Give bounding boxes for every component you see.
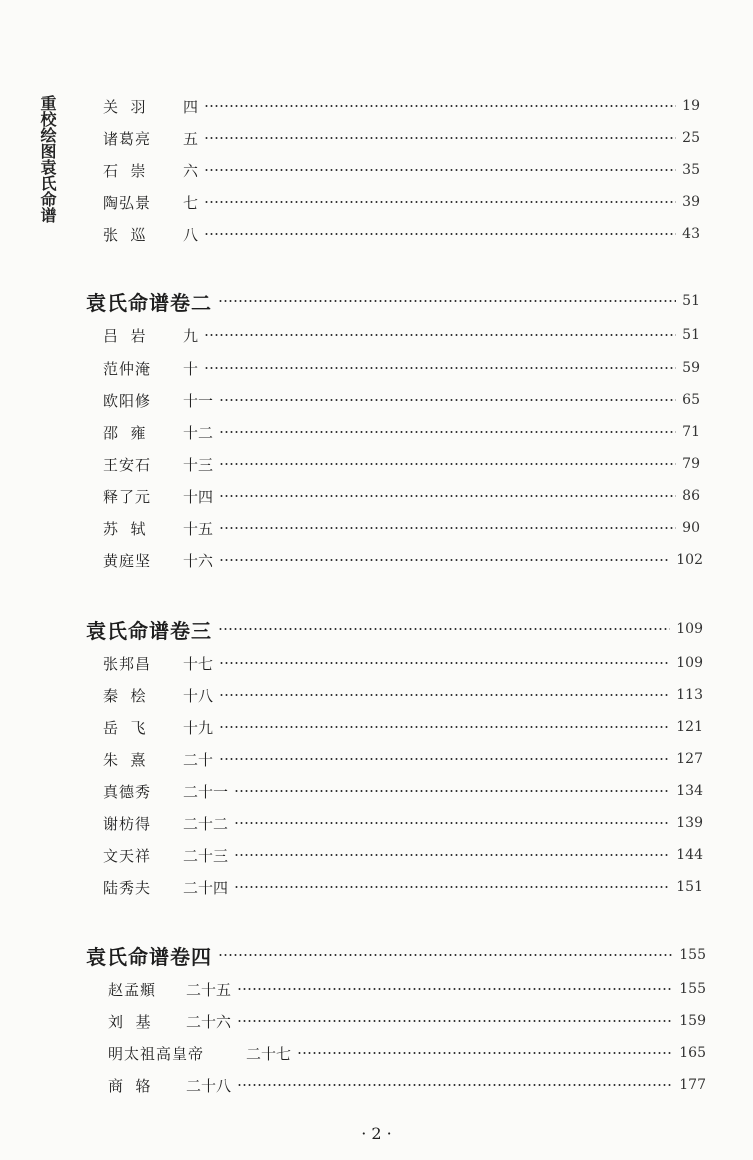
dot-leader — [204, 137, 676, 139]
toc-entry — [103, 684, 703, 706]
entry-number: 十二 — [183, 423, 214, 442]
dot-leader — [219, 758, 670, 760]
entry-name: 范仲淹 — [103, 359, 152, 378]
toc-entry — [103, 127, 700, 149]
toc-entry — [103, 389, 700, 411]
volume-page: 51 — [682, 293, 700, 309]
entry-page: 127 — [676, 751, 703, 767]
toc-entry — [103, 844, 703, 866]
entry-page: 79 — [682, 456, 700, 472]
volume-title: 袁氏命谱卷四 — [86, 944, 212, 969]
entry-name: 明太祖高皇帝 — [108, 1044, 205, 1063]
entry-name: 张邦昌 — [103, 654, 152, 673]
entry-name: 岳 飞 — [103, 718, 147, 737]
toc-entry — [103, 159, 700, 181]
entry-page: 39 — [682, 194, 700, 210]
toc-entry — [103, 485, 700, 507]
entry-page: 102 — [676, 552, 703, 568]
entry-name: 文天祥 — [103, 846, 152, 865]
dot-leader — [234, 790, 670, 792]
entry-name: 关 羽 — [103, 97, 147, 116]
entry-page: 151 — [676, 879, 703, 895]
entry-page: 59 — [682, 360, 700, 376]
volume-title: 袁氏命谱卷二 — [86, 290, 212, 315]
toc-entry — [108, 1042, 706, 1064]
entry-number: 二十五 — [186, 980, 232, 999]
dot-leader — [237, 1084, 673, 1086]
dot-leader — [219, 495, 676, 497]
entry-number: 十九 — [183, 718, 214, 737]
entry-page: 71 — [682, 424, 700, 440]
entry-page: 139 — [676, 815, 703, 831]
dot-leader — [234, 886, 670, 888]
toc-entry — [103, 812, 703, 834]
dot-leader — [237, 988, 673, 990]
dot-leader — [204, 169, 676, 171]
toc-entry — [103, 421, 700, 443]
toc-entry — [108, 978, 706, 1000]
entry-page: 144 — [676, 847, 703, 863]
entry-page: 25 — [682, 130, 700, 146]
entry-page: 159 — [679, 1013, 706, 1029]
volume-heading — [86, 940, 706, 970]
toc-entry — [103, 876, 703, 898]
dot-leader — [237, 1020, 673, 1022]
entry-number: 十四 — [183, 487, 214, 506]
entry-number: 二十七 — [246, 1044, 292, 1063]
entry-name: 苏 轼 — [103, 519, 147, 538]
dot-leader — [204, 105, 676, 107]
volume-heading — [86, 286, 700, 316]
entry-page: 51 — [682, 327, 700, 343]
entry-number: 七 — [183, 193, 199, 212]
entry-name: 释了元 — [103, 487, 152, 506]
dot-leader — [219, 399, 676, 401]
entry-name: 秦 桧 — [103, 686, 147, 705]
dot-leader — [234, 822, 670, 824]
toc-entry — [103, 357, 700, 379]
entry-name: 黄庭坚 — [103, 551, 152, 570]
entry-name: 赵孟頫 — [108, 980, 157, 999]
entry-number: 十八 — [183, 686, 214, 705]
entry-page: 121 — [676, 719, 703, 735]
toc-entry — [103, 223, 700, 245]
page-number: · 2 · — [361, 1124, 392, 1143]
entry-number: 九 — [183, 326, 199, 345]
dot-leader — [219, 463, 676, 465]
entry-name: 石 崇 — [103, 161, 147, 180]
dot-leader — [234, 854, 670, 856]
dot-leader — [204, 367, 676, 369]
entry-page: 43 — [682, 226, 700, 242]
dot-leader — [218, 300, 676, 302]
entry-page: 35 — [682, 162, 700, 178]
entry-page: 155 — [679, 981, 706, 997]
entry-page: 65 — [682, 392, 700, 408]
entry-name: 诸葛亮 — [103, 129, 152, 148]
entry-name: 真德秀 — [103, 782, 152, 801]
dot-leader — [218, 628, 670, 630]
dot-leader — [219, 431, 676, 433]
entry-name: 张 巡 — [103, 225, 147, 244]
entry-number: 十五 — [183, 519, 214, 538]
entry-name: 陆秀夫 — [103, 878, 152, 897]
toc-entry — [103, 780, 703, 802]
entry-page: 177 — [679, 1077, 706, 1093]
entry-page: 109 — [676, 655, 703, 671]
toc-entry — [108, 1074, 706, 1096]
entry-number: 十七 — [183, 654, 214, 673]
entry-number: 四 — [183, 97, 199, 116]
entry-number: 八 — [183, 225, 199, 244]
dot-leader — [204, 334, 676, 336]
entry-page: 86 — [682, 488, 700, 504]
entry-number: 二十四 — [183, 878, 229, 897]
entry-name: 商 辂 — [108, 1076, 152, 1095]
entry-name: 欧阳修 — [103, 391, 152, 410]
entry-page: 165 — [679, 1045, 706, 1061]
entry-number: 十六 — [183, 551, 214, 570]
toc-entry — [103, 549, 703, 571]
toc-entry — [103, 716, 703, 738]
entry-page: 113 — [676, 687, 703, 703]
toc-entry — [103, 324, 700, 346]
entry-name: 王安石 — [103, 455, 152, 474]
entry-number: 二十六 — [186, 1012, 232, 1031]
entry-number: 十一 — [183, 391, 214, 410]
entry-name: 吕 岩 — [103, 326, 147, 345]
dot-leader — [297, 1052, 673, 1054]
dot-leader — [219, 694, 670, 696]
entry-name: 谢枋得 — [103, 814, 152, 833]
entry-name: 邵 雍 — [103, 423, 147, 442]
dot-leader — [204, 201, 676, 203]
entry-page: 90 — [682, 520, 700, 536]
entry-page: 19 — [682, 98, 700, 114]
entry-name: 朱 熹 — [103, 750, 147, 769]
toc-entry — [103, 748, 703, 770]
dot-leader — [204, 233, 676, 235]
side-title: 重校绘图袁氏命谱 — [38, 95, 57, 223]
toc-entry — [103, 191, 700, 213]
dot-leader — [219, 527, 676, 529]
volume-heading — [86, 614, 703, 644]
entry-number: 六 — [183, 161, 199, 180]
toc-entry — [103, 652, 703, 674]
entry-number: 二十二 — [183, 814, 229, 833]
toc-entry — [103, 453, 700, 475]
dot-leader — [219, 662, 670, 664]
toc-entry — [103, 517, 700, 539]
dot-leader — [218, 954, 673, 956]
dot-leader — [219, 726, 670, 728]
entry-number: 二十一 — [183, 782, 229, 801]
entry-number: 二十三 — [183, 846, 229, 865]
entry-number: 五 — [183, 129, 199, 148]
volume-page: 109 — [676, 621, 703, 637]
toc-entry — [103, 95, 700, 117]
entry-name: 陶弘景 — [103, 193, 152, 212]
toc-entry — [108, 1010, 706, 1032]
volume-title: 袁氏命谱卷三 — [86, 618, 212, 643]
entry-number: 十 — [183, 359, 199, 378]
entry-number: 十三 — [183, 455, 214, 474]
entry-page: 134 — [676, 783, 703, 799]
entry-number: 二十 — [183, 750, 214, 769]
dot-leader — [219, 559, 670, 561]
volume-page: 155 — [679, 947, 706, 963]
entry-name: 刘 基 — [108, 1012, 152, 1031]
entry-number: 二十八 — [186, 1076, 232, 1095]
